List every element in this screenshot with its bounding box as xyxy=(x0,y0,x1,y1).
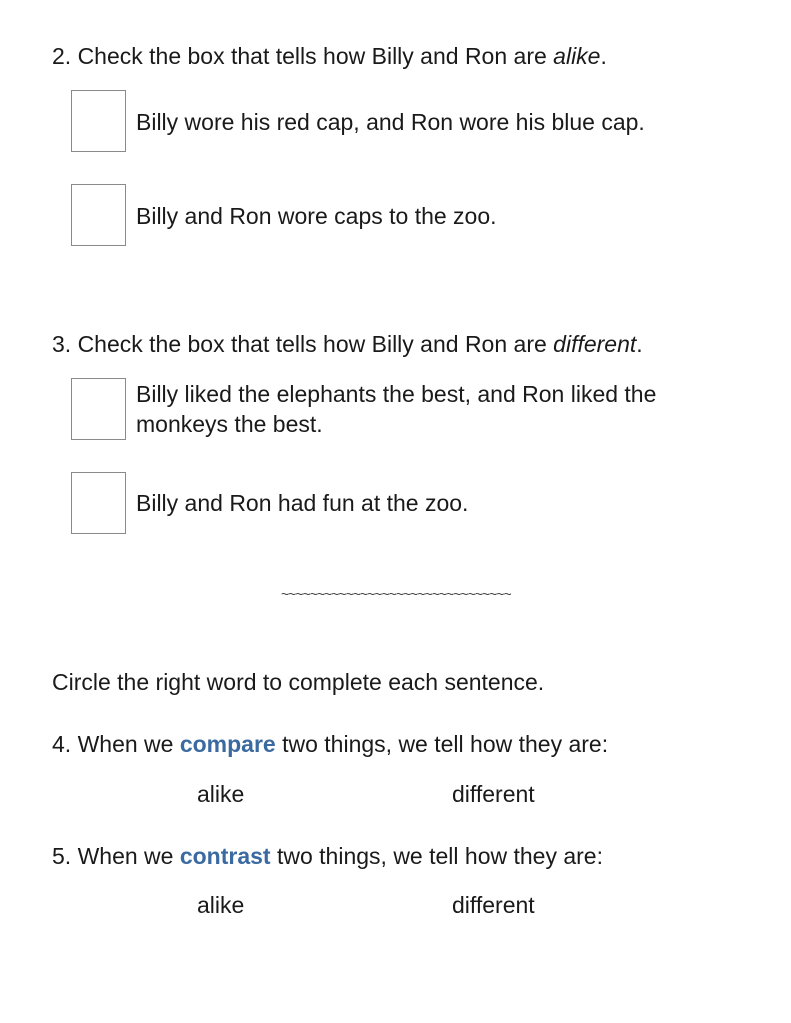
question-3-option-1: Billy liked the elephants the best, and Ron liked the monkeys the best. xyxy=(136,381,657,437)
question-5-suffix: two things, we tell how they are: xyxy=(270,843,603,869)
question-4-suffix: two things, we tell how they are: xyxy=(275,731,609,757)
question-5-prefix: 5. When we xyxy=(52,843,180,869)
question-4-prefix: 4. When we xyxy=(52,731,180,757)
question-3-option-2: Billy and Ron had fun at the zoo. xyxy=(136,490,469,516)
question-5-prompt xyxy=(52,842,603,870)
question-3-emphasis: different xyxy=(553,331,637,357)
question-5-keyword: contrast xyxy=(179,843,271,869)
question-2-prefix: 2. Check the box that tells how Billy and Ron are xyxy=(52,43,554,69)
question-3-checkbox-2[interactable] xyxy=(71,472,126,534)
question-4-choice-alike[interactable]: alike xyxy=(197,781,245,807)
question-2-prompt xyxy=(52,42,607,70)
question-3-prompt xyxy=(52,330,643,358)
question-2-option-1: Billy wore his red cap, and Ron wore his blue cap. xyxy=(136,109,645,135)
question-2-suffix: . xyxy=(600,43,607,69)
question-5-choice-different[interactable]: different xyxy=(452,892,535,918)
tilde-divider: ~~~~~~~~~~~~~~~~~~~~~~~~~~~~~~~~ xyxy=(281,586,511,602)
question-3-suffix: . xyxy=(636,331,643,357)
question-3-prefix: 3. Check the box that tells how Billy and Ron are xyxy=(52,331,554,357)
question-4-prompt xyxy=(52,730,608,758)
circle-instruction: Circle the right word to complete each sentence. xyxy=(52,669,545,695)
question-4-choice-different[interactable]: different xyxy=(452,781,535,807)
question-5-choice-alike[interactable]: alike xyxy=(197,892,245,918)
question-4-keyword: compare xyxy=(179,731,276,757)
question-2-checkbox-2[interactable] xyxy=(71,184,126,246)
question-2-checkbox-1[interactable] xyxy=(71,90,126,152)
question-2-option-2: Billy and Ron wore caps to the zoo. xyxy=(136,203,497,229)
question-2-emphasis: alike xyxy=(553,43,601,69)
question-3-checkbox-1[interactable] xyxy=(71,378,126,440)
